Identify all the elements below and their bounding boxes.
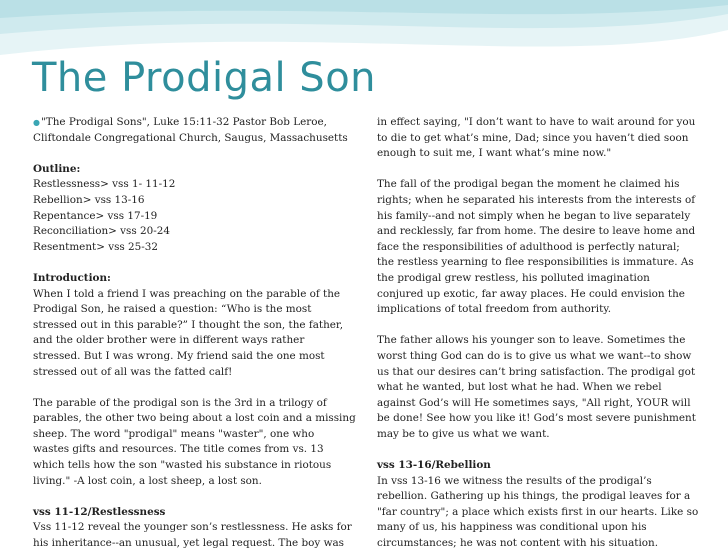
- line-text: wastes gifts and resources. The title comes from vs. 13: [33, 443, 324, 456]
- line-text: to die to get what’s mine, Dad; since you haven’t died soon: [377, 131, 689, 144]
- text-line: [377, 302, 697, 318]
- blank-line: [33, 489, 363, 505]
- line-text: The father allows his younger son to leave. Sometimes the: [377, 334, 686, 347]
- text-line: [377, 131, 697, 147]
- line-text: the prodigal grew restless, his polluted imagination: [377, 271, 650, 284]
- text-line: [33, 302, 363, 318]
- line-text: "far country"; a place which exists first in our hearts. Like so: [377, 505, 699, 518]
- line-text: "The Prodigal Sons", Luke 15:11-32 Pastor Bob Leroe,: [40, 116, 327, 128]
- line-text: Restlessness> vss 1- 11-12: [33, 178, 176, 191]
- text-line: [377, 349, 697, 365]
- line-text: conjured up exotic, far away places. He could envision the: [377, 287, 685, 300]
- line-text: Cliftondale Congregational Church, Saugus, Massachusetts: [33, 131, 348, 144]
- line-text: against God’s will He sometimes says, "All right, YOUR will: [377, 396, 691, 409]
- section-heading: [33, 271, 363, 287]
- line-text: circumstances; he was not content with his situation.: [377, 537, 659, 550]
- line-text: In vss 13-16 we witness the results of the prodigal’s: [377, 474, 652, 487]
- line-text: in effect saying, "I don’t want to have to wait around for you: [377, 116, 696, 128]
- text-line: [33, 536, 363, 552]
- line-text: Resentment> vss 25-32: [33, 240, 158, 253]
- text-line: [377, 224, 697, 240]
- text-line: [377, 411, 697, 427]
- text-line: [33, 131, 363, 147]
- circle-bullet-icon: ●: [33, 118, 40, 127]
- line-text: parables, the other two being about a lost coin and a missing: [33, 412, 356, 425]
- text-line: [377, 271, 697, 287]
- blank-line: [33, 380, 363, 396]
- line-text: be done! See how you like it! God’s most severe punishment: [377, 412, 696, 425]
- text-line: [377, 209, 697, 225]
- line-text: The parable of the prodigal son is the 3rd in a trilogy of: [33, 396, 327, 409]
- text-line: [377, 177, 697, 193]
- line-text: Prodigal Son, he raised a question: “Who is the most: [33, 303, 312, 316]
- line-text: which tells how the son "wasted his substance in riotous: [33, 459, 332, 472]
- text-line: [33, 224, 363, 240]
- text-line: [33, 209, 363, 225]
- line-text: The fall of the prodigal began the moment he claimed his: [377, 178, 680, 191]
- line-text: Outline:: [33, 162, 81, 175]
- line-text: When I told a friend I was preaching on the parable of the: [33, 287, 341, 300]
- text-line: [377, 240, 697, 256]
- line-text: vss 13-16/Rebellion: [377, 459, 491, 472]
- text-line: [33, 318, 363, 334]
- text-line: [377, 427, 697, 443]
- text-line: [377, 489, 697, 505]
- line-text: his inheritance--an unusual, yet legal request. The boy was: [33, 537, 345, 550]
- blank-line: [33, 146, 363, 162]
- text-line: [33, 442, 363, 458]
- text-line: [33, 115, 363, 131]
- line-text: his family--and not simply when he began to live separately: [377, 209, 691, 222]
- line-text: rebellion. Gathering up his things, the prodigal leaves for a: [377, 490, 691, 503]
- line-text: Vss 11-12 reveal the younger son’s restlessness. He asks for: [33, 521, 352, 534]
- text-line: [33, 177, 363, 193]
- line-text: us that our desires can’t bring satisfaction. The prodigal got: [377, 365, 696, 378]
- left-text-column: [33, 115, 363, 552]
- text-line: [377, 193, 697, 209]
- line-text: may be to give us what we want.: [377, 427, 550, 440]
- line-text: Reconciliation> vss 20-24: [33, 225, 170, 238]
- blank-line: [33, 255, 363, 271]
- line-text: and the older brother were in different ways rather: [33, 334, 305, 347]
- slide-title: The Prodigal Son: [32, 55, 377, 101]
- text-line: [33, 427, 363, 443]
- line-text: stressed out of all was the fatted calf!: [33, 365, 233, 378]
- line-text: stressed. But I was wrong. My friend said the one most: [33, 349, 325, 362]
- line-text: Repentance> vss 17-19: [33, 209, 158, 222]
- line-text: vss 11-12/Restlessness: [33, 505, 166, 518]
- section-heading: [33, 162, 363, 178]
- text-line: [377, 536, 697, 552]
- text-line: [33, 458, 363, 474]
- line-text: what he wanted, but lost what he had. When we rebel: [377, 381, 662, 394]
- text-line: [33, 349, 363, 365]
- text-line: [377, 520, 697, 536]
- text-line: [377, 115, 697, 131]
- text-line: [33, 396, 363, 412]
- section-heading: [377, 458, 697, 474]
- line-text: rights; when he separated his interests from the interests of: [377, 193, 696, 206]
- line-text: many of us, his happiness was conditional upon his: [377, 521, 647, 534]
- blank-line: [377, 318, 697, 334]
- line-text: the restless yearning to flee responsibilities is immature. As: [377, 256, 694, 269]
- text-line: [33, 365, 363, 381]
- right-text-column: [377, 115, 697, 552]
- line-text: worst thing God can do is to give us what we want--to show: [377, 349, 692, 362]
- text-line: [33, 240, 363, 256]
- text-line: [33, 520, 363, 536]
- text-line: [377, 505, 697, 521]
- line-text: stressed out in this parable?” I thought the son, the father,: [33, 318, 344, 331]
- line-text: and recklessly, far from home. The desire to leave home and: [377, 225, 696, 238]
- text-line: [377, 396, 697, 412]
- line-text: enough to suit me, I want what’s mine now.": [377, 147, 612, 160]
- blank-line: [377, 162, 697, 178]
- text-line: [377, 474, 697, 490]
- line-text: Introduction:: [33, 271, 111, 284]
- line-text: living." -A lost coin, a lost sheep, a lost son.: [33, 474, 262, 487]
- text-line: [33, 287, 363, 303]
- text-line: [377, 380, 697, 396]
- text-line: [33, 193, 363, 209]
- text-line: [33, 411, 363, 427]
- text-line: [377, 146, 697, 162]
- text-line: [377, 287, 697, 303]
- section-heading: [33, 505, 363, 521]
- line-text: implications of total freedom from authority.: [377, 303, 612, 316]
- text-line: [33, 333, 363, 349]
- line-text: sheep. The word "prodigal" means "waster", one who: [33, 427, 315, 440]
- blank-line: [377, 442, 697, 458]
- text-line: [33, 474, 363, 490]
- text-line: [377, 255, 697, 271]
- line-text: face the responsibilities of adulthood is perfectly natural;: [377, 240, 680, 253]
- text-line: [377, 333, 697, 349]
- text-line: [377, 365, 697, 381]
- line-text: Rebellion> vss 13-16: [33, 193, 145, 206]
